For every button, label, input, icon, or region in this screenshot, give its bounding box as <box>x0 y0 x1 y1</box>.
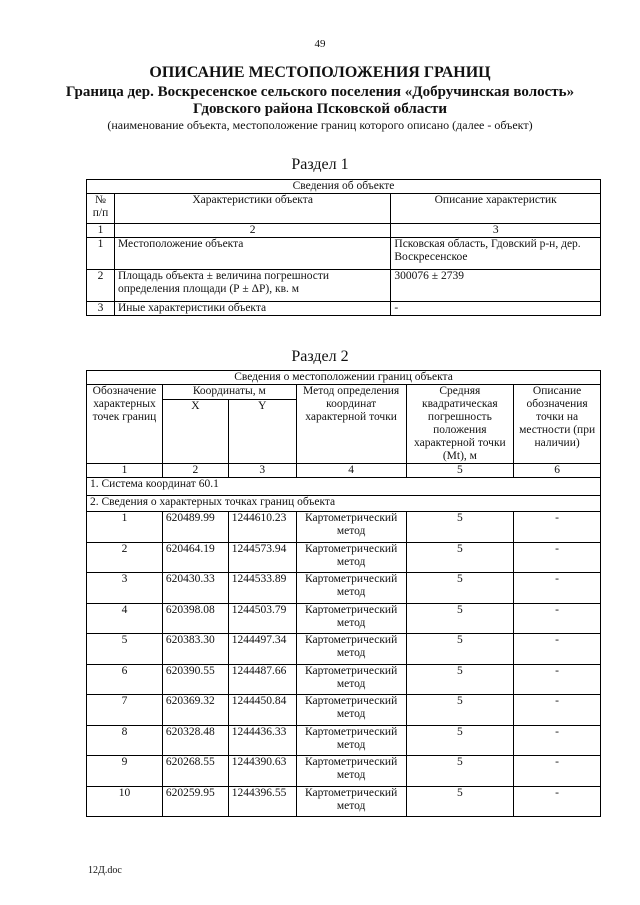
cell-y: 1244487.66 <box>228 664 296 695</box>
table-row: 1 Местоположение объекта Псковская область, Гдовский р-н, дер. Воскресенское <box>87 238 601 270</box>
cell-y: 1244396.55 <box>228 786 296 817</box>
header-error: Средняя квадратическая погрешность положения характерной точки (Mt), м <box>406 385 514 464</box>
cell-method: Картометрический метод <box>296 695 406 726</box>
cell-point: 3 <box>87 573 163 604</box>
table-row <box>87 634 601 665</box>
cell-x: 620464.19 <box>162 542 228 573</box>
cell-description: - <box>514 573 601 604</box>
section1-heading: Раздел 1 <box>291 156 349 173</box>
cell-error: 5 <box>406 634 514 665</box>
header-characteristic: Характеристики объекта <box>114 194 390 224</box>
table-row <box>87 725 601 756</box>
cell-y: 1244497.34 <box>228 634 296 665</box>
table-row <box>87 573 601 604</box>
cell-x: 620369.32 <box>162 695 228 726</box>
object-info-table <box>86 179 601 316</box>
table1-col-numbers: 1 2 3 <box>87 224 601 238</box>
cell-error: 5 <box>406 786 514 817</box>
cell-point: 9 <box>87 756 163 787</box>
cell-point: 8 <box>87 725 163 756</box>
cell-description: - <box>514 664 601 695</box>
boundary-points-table <box>86 370 601 817</box>
cell-y: 1244390.63 <box>228 756 296 787</box>
header-point: Обозначение характерных точек границ <box>87 385 163 464</box>
cell-x: 620259.95 <box>162 786 228 817</box>
cell-error: 5 <box>406 756 514 787</box>
cell-point: 6 <box>87 664 163 695</box>
cell-point: 2 <box>87 542 163 573</box>
cell-method: Картометрический метод <box>296 542 406 573</box>
cell-x: 620383.30 <box>162 634 228 665</box>
cell-error: 5 <box>406 573 514 604</box>
table-row <box>87 664 601 695</box>
cell-x: 620328.48 <box>162 725 228 756</box>
cell-description: - <box>514 756 601 787</box>
table-row: 2 Площадь объекта ± величина погрешности определения площади (Р ± ΔР), кв. м 300076 ± 2739 <box>87 270 601 302</box>
header-x: X <box>162 399 228 463</box>
cell-description: - <box>514 512 601 543</box>
cell-method: Картометрический метод <box>296 573 406 604</box>
cell-method: Картометрический метод <box>296 634 406 665</box>
header-num: № п/п <box>87 194 115 224</box>
page-number: 49 <box>314 38 326 50</box>
cell-method: Картометрический метод <box>296 603 406 634</box>
table1-title: Сведения об объекте <box>87 180 601 194</box>
cell-x: 620268.55 <box>162 756 228 787</box>
cell-method: Картометрический метод <box>296 725 406 756</box>
cell-y: 1244450.84 <box>228 695 296 726</box>
cell-y: 1244533.89 <box>228 573 296 604</box>
cell-description: - <box>514 695 601 726</box>
cell-x: 620489.99 <box>162 512 228 543</box>
cell-error: 5 <box>406 695 514 726</box>
cell-description: - <box>514 786 601 817</box>
cell-point: 10 <box>87 786 163 817</box>
cell-x: 620390.55 <box>162 664 228 695</box>
cell-y: 1244610.23 <box>228 512 296 543</box>
cell-method: Картометрический метод <box>296 786 406 817</box>
table-row: 3 Иные характеристики объекта - <box>87 302 601 316</box>
cell-point: 4 <box>87 603 163 634</box>
file-name: 12Д.doc <box>88 865 122 876</box>
cell-y: 1244573.94 <box>228 542 296 573</box>
cell-point: 7 <box>87 695 163 726</box>
cell-error: 5 <box>406 603 514 634</box>
cell-description: - <box>514 725 601 756</box>
cell-y: 1244436.33 <box>228 725 296 756</box>
section2-heading: Раздел 2 <box>291 348 349 365</box>
table-row <box>87 786 601 817</box>
header-coordinates: Координаты, м <box>162 385 296 400</box>
cell-method: Картометрический метод <box>296 664 406 695</box>
table2-col-numbers: 1 2 3 4 5 6 <box>87 464 601 478</box>
table-row <box>87 542 601 573</box>
cell-description: - <box>514 634 601 665</box>
cell-error: 5 <box>406 542 514 573</box>
cell-x: 620430.33 <box>162 573 228 604</box>
document-title: ОПИСАНИЕ МЕСТОПОЛОЖЕНИЯ ГРАНИЦ <box>149 64 491 81</box>
cell-description: - <box>514 542 601 573</box>
cell-x: 620398.08 <box>162 603 228 634</box>
cell-error: 5 <box>406 725 514 756</box>
cell-method: Картометрический метод <box>296 756 406 787</box>
cell-error: 5 <box>406 664 514 695</box>
header-method: Метод определения координат характерной точки <box>296 385 406 464</box>
table-row <box>87 603 601 634</box>
points-heading-row: 2. Сведения о характерных точках границ объекта <box>87 496 601 512</box>
table-row <box>87 695 601 726</box>
cell-method: Картометрический метод <box>296 512 406 543</box>
header-y: Y <box>228 399 296 463</box>
document-subtitle: (наименование объекта, местоположение границ которого описано (далее - объект) <box>107 118 533 132</box>
header-description: Описание характеристик <box>391 194 601 224</box>
cell-y: 1244503.79 <box>228 603 296 634</box>
cell-error: 5 <box>406 512 514 543</box>
header-point-description: Описание обозначения точки на местности (при наличии) <box>514 385 601 464</box>
document-title-line3: Гдовского района Псковской области <box>193 101 447 117</box>
table2-title: Сведения о местоположении границ объекта <box>87 371 601 385</box>
cell-point: 1 <box>87 512 163 543</box>
document-title-line2: Граница дер. Воскресенское сельского поселения «Добручинская волость» <box>65 84 575 100</box>
table-row <box>87 512 601 543</box>
table-row <box>87 756 601 787</box>
cell-description: - <box>514 603 601 634</box>
coordinate-system-row: 1. Система координат 60.1 <box>87 478 601 496</box>
cell-point: 5 <box>87 634 163 665</box>
